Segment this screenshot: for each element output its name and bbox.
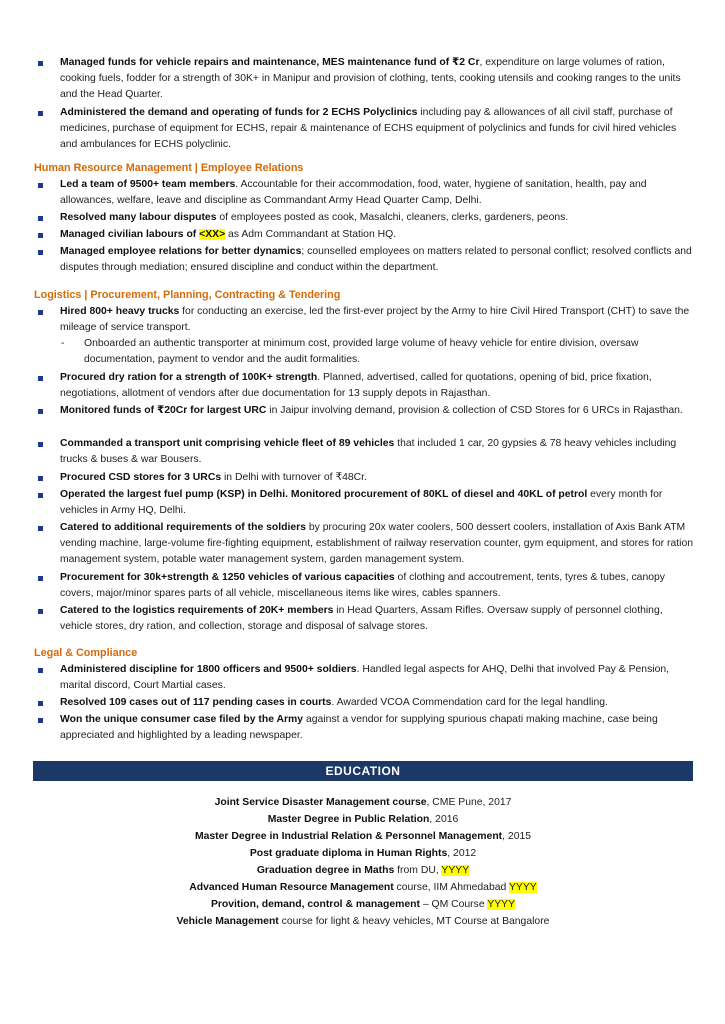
bullet-text: . Planned, advertised, called for quotations, opening of bid, price fixation, negotiations, allotment of vendors after due documentation for 13 supply depots in Rajasthan.	[60, 372, 652, 399]
education-bold: Advanced Human Resource Management	[189, 882, 394, 893]
bullet-text: that included 1 car, 20 gypsies & 78 heavy vehicles including trucks & buses & war Bousers.	[60, 438, 677, 465]
placeholder-highlight: <XX>	[199, 229, 226, 240]
bullet-text: in Delhi with turnover of ₹48Cr.	[221, 472, 367, 483]
bullet-icon	[38, 233, 43, 238]
education-line	[33, 880, 693, 896]
education-line	[33, 829, 693, 845]
bullet-text: against a vendor for supplying spurious chapati making machine, case being appreciated and highlighted by a leading newspaper.	[60, 714, 658, 741]
section-heading-logistics: Logistics | Procurement, Planning, Contracting & Tendering	[34, 289, 341, 301]
bullet-bold: Procured CSD stores for 3 URCs	[60, 472, 222, 483]
education-text: from DU,	[394, 865, 442, 876]
bullet-bold: Resolved many labour disputes	[60, 212, 217, 223]
education-bold: Provition, demand, control & management	[210, 899, 420, 910]
list-item	[60, 304, 696, 336]
bullet-bold: Catered to additional requirements of the soldiers	[60, 522, 306, 533]
list-item	[60, 403, 696, 419]
bullet-bold: Operated the largest fuel pump (KSP) in Delhi. Monitored procurement of 80KL of diesel and 40KL of petrol	[60, 489, 588, 500]
bullet-bold: Resolved 109 cases out of 117 pending cases in courts	[60, 697, 332, 708]
bullet-text: . Handled legal aspects for AHQ, Delhi that involved Pay & Pension, marital discord, Court Martial cases.	[60, 664, 670, 691]
education-text: course, IIM Ahmedabad	[393, 882, 509, 893]
bullet-text: of clothing and accoutrement, tents, tyres & tubes, canopy covers, major/minor spares parts of all vehicle, miscellaneous items like wires, cables spanners.	[60, 572, 665, 599]
section-heading-hr: Human Resource Management | Employee Relations	[34, 162, 304, 174]
bullet-bold: Managed civilian labours of	[60, 229, 200, 240]
bullet-text: for conducting an exercise, led the first-ever project by the Army to hire Civil Hired Transport (CHT) to save the mileage of service transport.	[60, 306, 690, 333]
education-bold: Vehicle Management	[176, 916, 279, 927]
education-line	[33, 863, 693, 879]
bullet-text: in Jaipur involving demand, provision & collection of CSD Stores for 6 URCs in Rajasthan.	[266, 405, 683, 416]
education-text: , 2012	[447, 848, 477, 859]
bullet-bold: Procurement for 30k+strength & 1250 vehicles of various capacities	[60, 572, 395, 583]
dash-marker: -	[61, 338, 65, 349]
bullet-icon	[38, 476, 43, 481]
bullet-icon	[38, 609, 43, 614]
list-item	[60, 603, 696, 635]
education-text: , 2015	[502, 831, 532, 842]
list-item	[60, 227, 696, 243]
education-heading-bar: EDUCATION	[33, 761, 693, 781]
year-placeholder: YYYY	[509, 882, 537, 893]
bullet-icon	[38, 701, 43, 706]
bullet-text: in Head Quarters, Assam Rifles. Oversaw supply of personnel clothing, vehicle stores, dry ration, and collection, storage and disposal of salvage stores.	[60, 605, 663, 632]
bullet-bold: Won the unique consumer case filed by the Army	[60, 714, 304, 725]
list-item	[60, 662, 696, 694]
education-line	[33, 846, 693, 862]
education-bold: Joint Service Disaster Management course	[214, 797, 427, 808]
bullet-text: ; counselled employees on matters related to personal conflict; resolved conflicts and disputes through mediation; ensured discipline and conduct within the department.	[60, 246, 692, 273]
list-item	[60, 244, 696, 276]
year-placeholder: YYYY	[441, 865, 470, 876]
list-item	[60, 436, 696, 468]
education-bold: Master Degree in Public Relation	[267, 814, 430, 825]
list-item	[60, 695, 696, 711]
bullet-bold: Led a team of 9500+ team members	[60, 179, 236, 190]
bullet-bold: Procured dry ration for a strength of 100K+ strength	[60, 372, 318, 383]
list-item	[60, 570, 696, 602]
bullet-icon	[38, 216, 43, 221]
education-bold: Graduation degree in Maths	[256, 865, 395, 876]
list-item	[60, 105, 696, 153]
education-text: , CME Pune, 2017	[426, 797, 512, 808]
education-text: course for light & heavy vehicles, MT Course at Bangalore	[278, 916, 550, 927]
education-text: , 2016	[429, 814, 459, 825]
list-item	[60, 712, 696, 744]
bullet-icon	[38, 442, 43, 447]
education-line	[33, 812, 693, 828]
bullet-bold: Managed employee relations for better dynamics	[60, 246, 302, 257]
list-item	[60, 210, 696, 226]
bullet-text: . Awarded VCOA Commendation card for the legal handling.	[331, 697, 608, 708]
list-item	[60, 487, 696, 519]
bullet-icon	[38, 409, 43, 414]
bullet-bold: Administered discipline for 1800 officers and 9500+ soldiers	[60, 664, 357, 675]
bullet-bold: Hired 800+ heavy trucks	[60, 306, 180, 317]
bullet-icon	[38, 376, 43, 381]
bullet-icon	[38, 183, 43, 188]
education-line	[33, 897, 693, 913]
bullet-text: by procuring 20x water coolers, 500 dessert coolers, installation of Axis Bank ATM vending machine, large-volume fire-fighting equipment, establishment of railway reservation counter, gym equipment, and stores for ration management system, potable water management system, garden management system.	[60, 522, 694, 565]
bullet-icon	[38, 250, 43, 255]
bullet-text: . Accountable for their accommodation, food, water, hygiene of sanitation, health, pay and allowances, welfare, leave and discipline as Commandant Army Head Quarter Camp, Delhi.	[60, 179, 647, 206]
list-item	[60, 55, 696, 103]
education-line	[33, 795, 693, 811]
bullet-icon	[38, 61, 43, 66]
sub-list-item: Onboarded an authentic transporter at minimum cost, provided large volume of heavy vehicle for entire division, oversaw documentation, payment to vendor and the audit formalities.	[84, 338, 639, 365]
bullet-text: , expenditure on large volumes of ration, cooking fuels, fodder for a strength of 30K+ in Manipur and provision of clothing, tents, cooking utensils and cooking ranges to the units and the Head Quarter.	[60, 57, 681, 100]
bullet-icon	[38, 526, 43, 531]
bullet-icon	[38, 576, 43, 581]
bullet-icon	[38, 111, 43, 116]
bullet-icon	[38, 668, 43, 673]
bullet-icon	[38, 310, 43, 315]
bullet-text: as Adm Commandant at Station HQ.	[225, 229, 397, 240]
education-bold: Post graduate diploma in Human Rights	[249, 848, 448, 859]
bullet-bold: Catered to the logistics requirements of 20K+ members	[60, 605, 334, 616]
education-line	[33, 914, 693, 930]
bullet-bold: Commanded a transport unit comprising vehicle fleet of 89 vehicles	[60, 438, 395, 449]
bullet-text: every month for vehicles in Army HQ, Delhi.	[60, 489, 663, 516]
year-placeholder: YYYY	[487, 899, 516, 910]
list-item	[60, 177, 696, 209]
list-item	[60, 520, 696, 568]
bullet-text: including pay & allowances of all civil staff, purchase of medicines, purchase of equipment for ECHS, repair & maintenance of ECHS equipment of polyclinics and funds for civil hired vehicles and ambulances for ECHS polyclinic.	[60, 107, 677, 150]
bullet-bold: Monitored funds of ₹20Cr for largest URC	[60, 405, 267, 416]
bullet-icon	[38, 718, 43, 723]
bullet-icon	[38, 493, 43, 498]
section-heading-legal: Legal & Compliance	[34, 647, 138, 659]
bullet-text: of employees posted as cook, Masalchi, cleaners, clerks, gardeners, peons.	[216, 212, 569, 223]
education-text: – QM Course	[419, 899, 488, 910]
bullet-bold: Managed funds for vehicle repairs and maintenance, MES maintenance fund of ₹2 Cr	[60, 57, 480, 68]
list-item	[60, 470, 696, 486]
list-item	[60, 370, 696, 402]
bullet-bold: Administered the demand and operating of funds for 2 ECHS Polyclinics	[60, 107, 418, 118]
education-bold: Master Degree in Industrial Relation & Personnel Management	[194, 831, 503, 842]
